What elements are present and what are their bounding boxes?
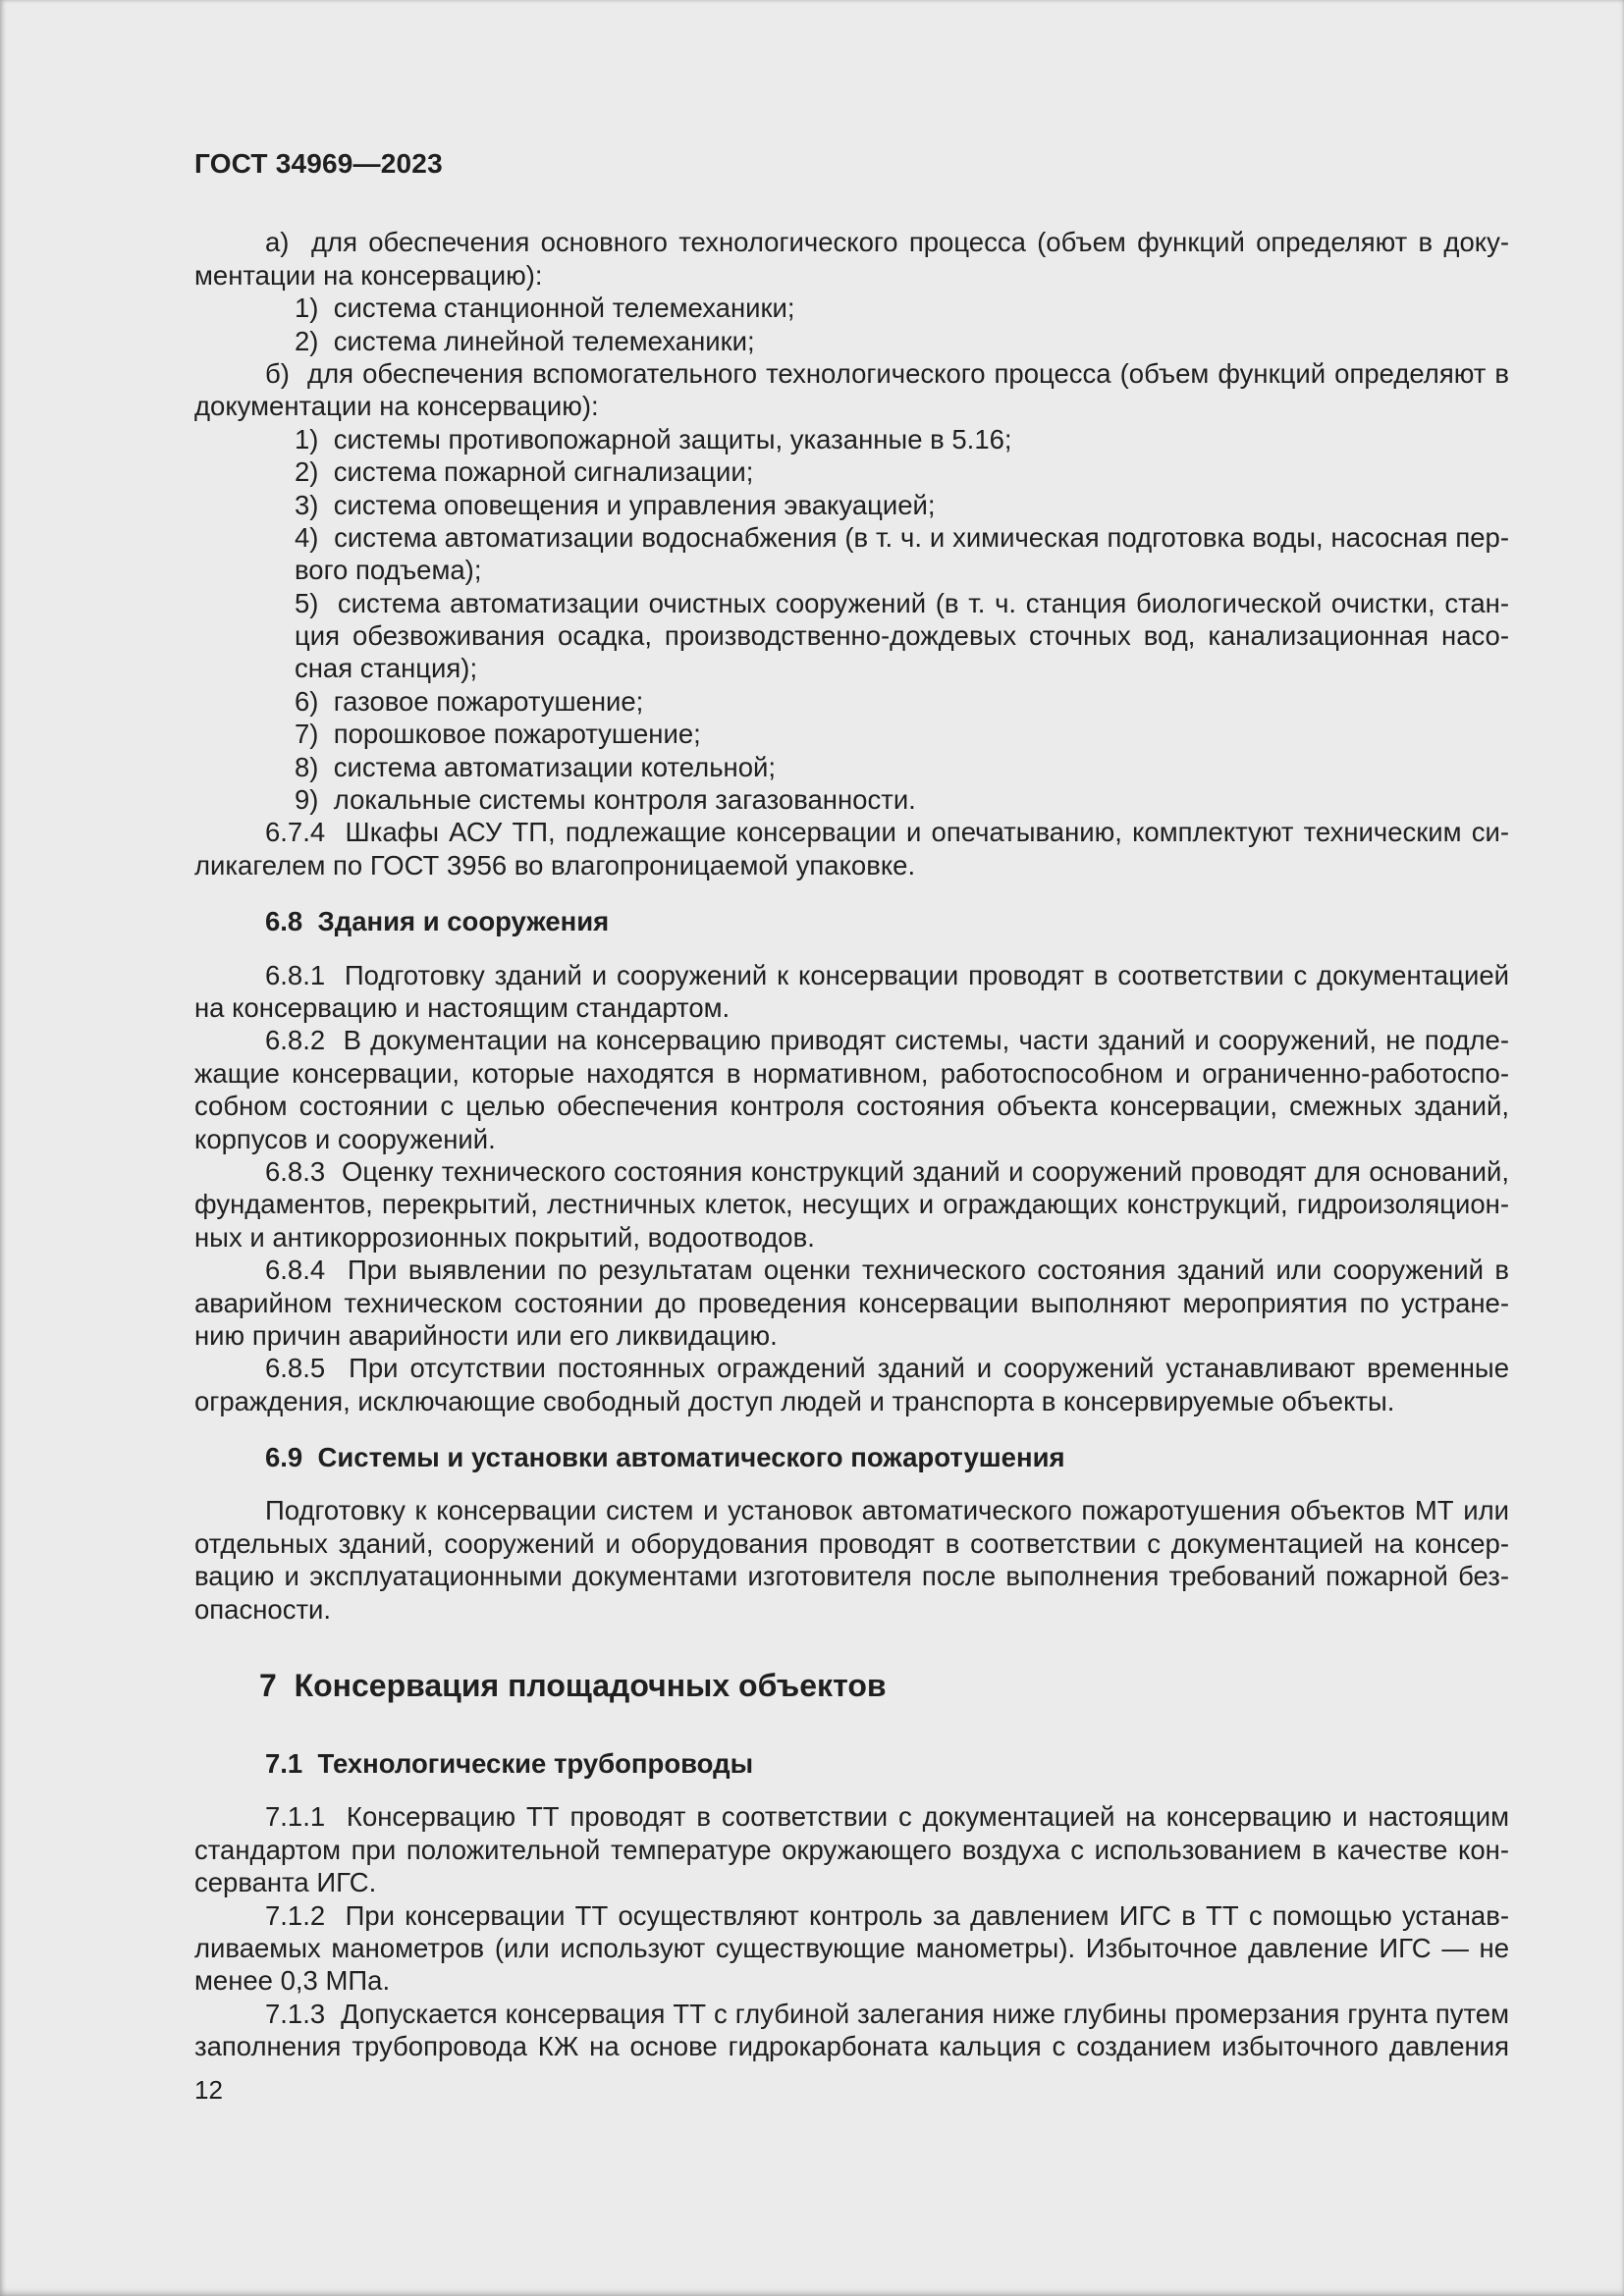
text-line: отдельных зданий, сооружений и оборудования проводят в соответствии с документацией на консер-: [194, 1527, 1509, 1559]
text-line: вого подъема);: [295, 555, 482, 586]
text-line: ливаемых манометров (или используют существующие манометры). Избыточное давление ИГС — не: [194, 1932, 1509, 1963]
text-line: 3) система оповещения и управления эвакуацией;: [295, 489, 936, 520]
paragraph: [194, 1494, 1509, 1626]
subsection-heading: 6.8 Здания и сооружения: [265, 906, 610, 937]
text-line: а) для обеспечения основного технологического процесса (объем функций определяют в доку-: [265, 227, 1509, 258]
text-line: 8) система автоматизации котельной;: [295, 751, 777, 782]
subsection-heading: 7.1 Технологические трубопроводы: [265, 1748, 754, 1780]
document-body: [194, 226, 1509, 2062]
text-line: 4) система автоматизации водоснабжения (в т. ч. и химическая подготовка воды, насосная пер-: [295, 521, 1509, 553]
list-item: [194, 292, 1509, 324]
list-item: [194, 587, 1509, 685]
text-line: опасности.: [194, 1593, 332, 1625]
text-line: ментации на консервацию):: [194, 259, 543, 291]
document-code: ГОСТ 34969—2023: [194, 148, 443, 179]
text-line: фундаментов, перекрытий, лестничных клеток, несущих и ограждающих конструкций, гидроизоляцион-: [194, 1189, 1509, 1220]
paragraph: [194, 816, 1509, 881]
text-line: ликагелем по ГОСТ 3956 во влагопроницаемой упаковке.: [194, 849, 916, 881]
text-line: ция обезвоживания осадка, производственно-дождевых сточных вод, канализационная насо-: [295, 620, 1509, 652]
text-line: б) для обеспечения вспомогательного технологического процесса (объем функций определяют в: [265, 357, 1509, 389]
section-heading: 7 Консервация площадочных объектов: [259, 1668, 887, 1704]
text-line: 7) порошковое пожаротушение;: [295, 719, 701, 750]
text-line: документации на консервацию):: [194, 391, 599, 422]
text-line: ных и антикоррозионных покрытий, водоотводов.: [194, 1221, 815, 1253]
text-line: заполнения трубопровода КЖ на основе гидрокарбоната кальция с созданием избыточного давления: [194, 2031, 1509, 2062]
list-item: [194, 325, 1509, 357]
text-line: нию причин аварийности или его ликвидацию.: [194, 1319, 778, 1351]
subsection-heading: 6.9 Системы и установки автоматического пожаротушения: [265, 1442, 1065, 1473]
text-line: 1) система станционной телемеханики;: [295, 293, 795, 324]
text-line: 5) система автоматизации очистных сооружений (в т. ч. станция биологической очистки, стан-: [295, 587, 1509, 618]
paragraph: [194, 1254, 1509, 1352]
text-line: 6.8.4 При выявлении по результатам оценки технического состояния зданий или сооружений в: [265, 1255, 1509, 1286]
text-line: 6.8.5 При отсутствии постоянных ограждений зданий и сооружений устанавливают временные: [265, 1353, 1509, 1384]
list-item: [194, 521, 1509, 587]
list-item: [194, 783, 1509, 816]
text-line: ограждения, исключающие свободный доступ людей и транспорта в консервируемые объекты.: [194, 1385, 1395, 1416]
list-item: [194, 423, 1509, 455]
paragraph: [194, 1998, 1509, 2063]
text-line: серванта ИГС.: [194, 1867, 377, 1898]
text-line: собном состоянии с целью обеспечения контроля состояния объекта консервации, смежных зданий,: [194, 1091, 1509, 1122]
text-line: 6.8.2 В документации на консервацию приводят системы, части зданий и сооружений, не подле-: [265, 1025, 1509, 1056]
text-line: вацию и эксплуатационными документами изготовителя после выполнения требований пожарной без-: [194, 1561, 1509, 1592]
paragraph: [194, 1899, 1509, 1998]
text-line: корпусов и сооружений.: [194, 1123, 496, 1154]
text-line: на консервацию и настоящим стандартом.: [194, 992, 731, 1023]
text-line: 6.8.3 Оценку технического состояния конструкций зданий и сооружений проводят для оснований,: [265, 1155, 1509, 1187]
text-line: 2) система линейной телемеханики;: [295, 325, 755, 356]
paragraph: [194, 1352, 1509, 1417]
list-item: [194, 685, 1509, 718]
text-line: 6) газовое пожаротушение;: [295, 685, 644, 717]
paragraph: [194, 1155, 1509, 1254]
paragraph: [194, 357, 1509, 423]
text-line: аварийном техническом состоянии до проведения консервации выполняют мероприятия по устране-: [194, 1287, 1509, 1318]
text-line: 7.1.1 Консервацию ТТ проводят в соответствии с документацией на консервацию и настоящим: [265, 1801, 1509, 1833]
paragraph: [194, 1800, 1509, 1898]
text-line: 6.8.1 Подготовку зданий и сооружений к консервации проводят в соответствии с документацией: [265, 959, 1509, 990]
list-item: [194, 718, 1509, 750]
page-number: 12: [194, 2074, 223, 2105]
paragraph: [194, 1024, 1509, 1155]
list-item: [194, 489, 1509, 521]
text-line: Подготовку к консервации систем и установок автоматического пожаротушения объектов МТ или: [265, 1495, 1509, 1526]
list-item: [194, 455, 1509, 488]
paragraph: [194, 959, 1509, 1025]
text-line: стандартом при положительной температуре окружающего воздуха с использованием в качестве кон-: [194, 1834, 1509, 1865]
text-line: 7.1.2 При консервации ТТ осуществляют контроль за давлением ИГС в ТТ с помощью устанав-: [265, 1899, 1509, 1931]
text-line: 1) системы противопожарной защиты, указанные в 5.16;: [295, 423, 1012, 454]
list-item: [194, 751, 1509, 783]
text-line: 9) локальные системы контроля загазованности.: [295, 784, 916, 816]
text-line: сная станция);: [295, 653, 478, 684]
text-line: 2) система пожарной сигнализации;: [295, 456, 754, 488]
paragraph: [194, 226, 1509, 292]
text-line: 7.1.3 Допускается консервация ТТ с глубиной залегания ниже глубины промерзания грунта путем: [265, 1998, 1509, 2029]
text-line: жащие консервации, которые находятся в нормативном, работоспособном и ограниченно-работоспо-: [194, 1057, 1509, 1089]
text-line: менее 0,3 МПа.: [194, 1965, 391, 1997]
text-line: 6.7.4 Шкафы АСУ ТП, подлежащие консервации и опечатыванию, комплектуют техническим си-: [265, 817, 1509, 848]
